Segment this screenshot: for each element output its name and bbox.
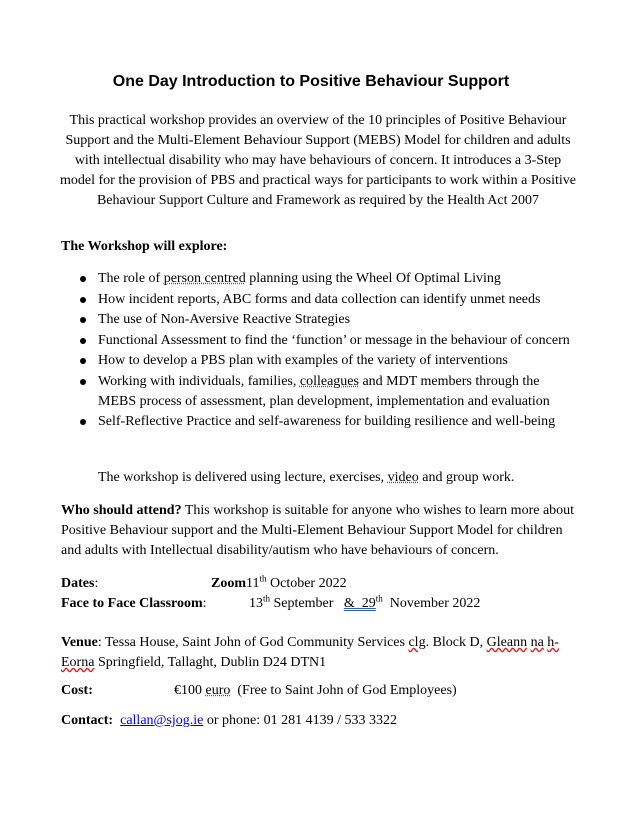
who-should-attend bbox=[61, 501, 581, 561]
list-item: The role of person centred planning using the Wheel Of Optimal Living bbox=[61, 269, 576, 289]
list-item: Working with individuals, families, colleagues and MDT members through the MEBS process of assessment, plan development, implementation and evaluation bbox=[61, 372, 576, 412]
list-item: Functional Assessment to find the ‘function’ or message in the behaviour of concern bbox=[61, 331, 576, 351]
explore-list bbox=[61, 269, 576, 433]
cost-label-wrap bbox=[61, 681, 93, 701]
contact-email-link[interactable]: callan@sjog.ie bbox=[120, 713, 204, 728]
list-item: How to develop a PBS plan with examples of the variety of interventions bbox=[61, 351, 576, 371]
list-item: Self-Reflective Practice and self-awareness for building resilience and well-being bbox=[61, 412, 576, 432]
delivery-note: The workshop is delivered using lecture, exercises, video and group work. bbox=[98, 470, 515, 485]
cost-label: Cost: bbox=[61, 683, 93, 698]
f2f-label: Face to Face Classroom bbox=[61, 596, 203, 611]
zoom-label: Zoom bbox=[211, 576, 246, 591]
intro-paragraph: This practical workshop provides an overview of the 10 principles of Positive Behaviour Support and the Multi-Element Behaviour Support (MEBS) Model for children and adults with intellectual disability who may have behaviours of concern. It introduces a 3-Step model for the provision of PBS and practical ways for participants to work within a Positive Behaviour Support Culture and Framework as required by the Health Act 2007 bbox=[60, 113, 576, 208]
cost-value: €100 euro (Free to Saint John of God Employees) bbox=[174, 683, 457, 698]
list-item: The use of Non-Aversive Reactive Strategies bbox=[61, 310, 576, 330]
zoom-date: Zoom11th October 2022 bbox=[211, 573, 347, 591]
explore-heading: The Workshop will explore: bbox=[61, 239, 228, 254]
contact: Contact: callan@sjog.ie or phone: 01 281 4139 / 533 3322 bbox=[61, 713, 398, 728]
dates-label: Dates bbox=[61, 576, 95, 591]
f2f-dates: 13th September & 29th November 2022 bbox=[249, 593, 481, 611]
dates-row: Dates: bbox=[61, 576, 99, 591]
who-label: Who should attend? bbox=[61, 503, 182, 518]
f2f-row: Face to Face Classroom: bbox=[61, 596, 207, 611]
who-text: This workshop is suitable for anyone who wishes to learn more about Positive Behaviour support and the Multi-Element Behaviour Support Model for children and adults with Intellectual disability/autism who have behaviours of concern. bbox=[61, 503, 575, 558]
contact-label: Contact: bbox=[61, 713, 114, 728]
page-title: One Day Introduction to Positive Behaviour Support bbox=[112, 73, 510, 90]
venue-label: Venue bbox=[61, 635, 98, 650]
venue: Venue: Tessa House, Saint John of God Community Services clg. Block D, Gleann na h-Eorna Springfield, Tallaght, Dublin D24 DTN1 bbox=[61, 635, 559, 670]
list-item: How incident reports, ABC forms and data collection can identify unmet needs bbox=[61, 290, 576, 310]
